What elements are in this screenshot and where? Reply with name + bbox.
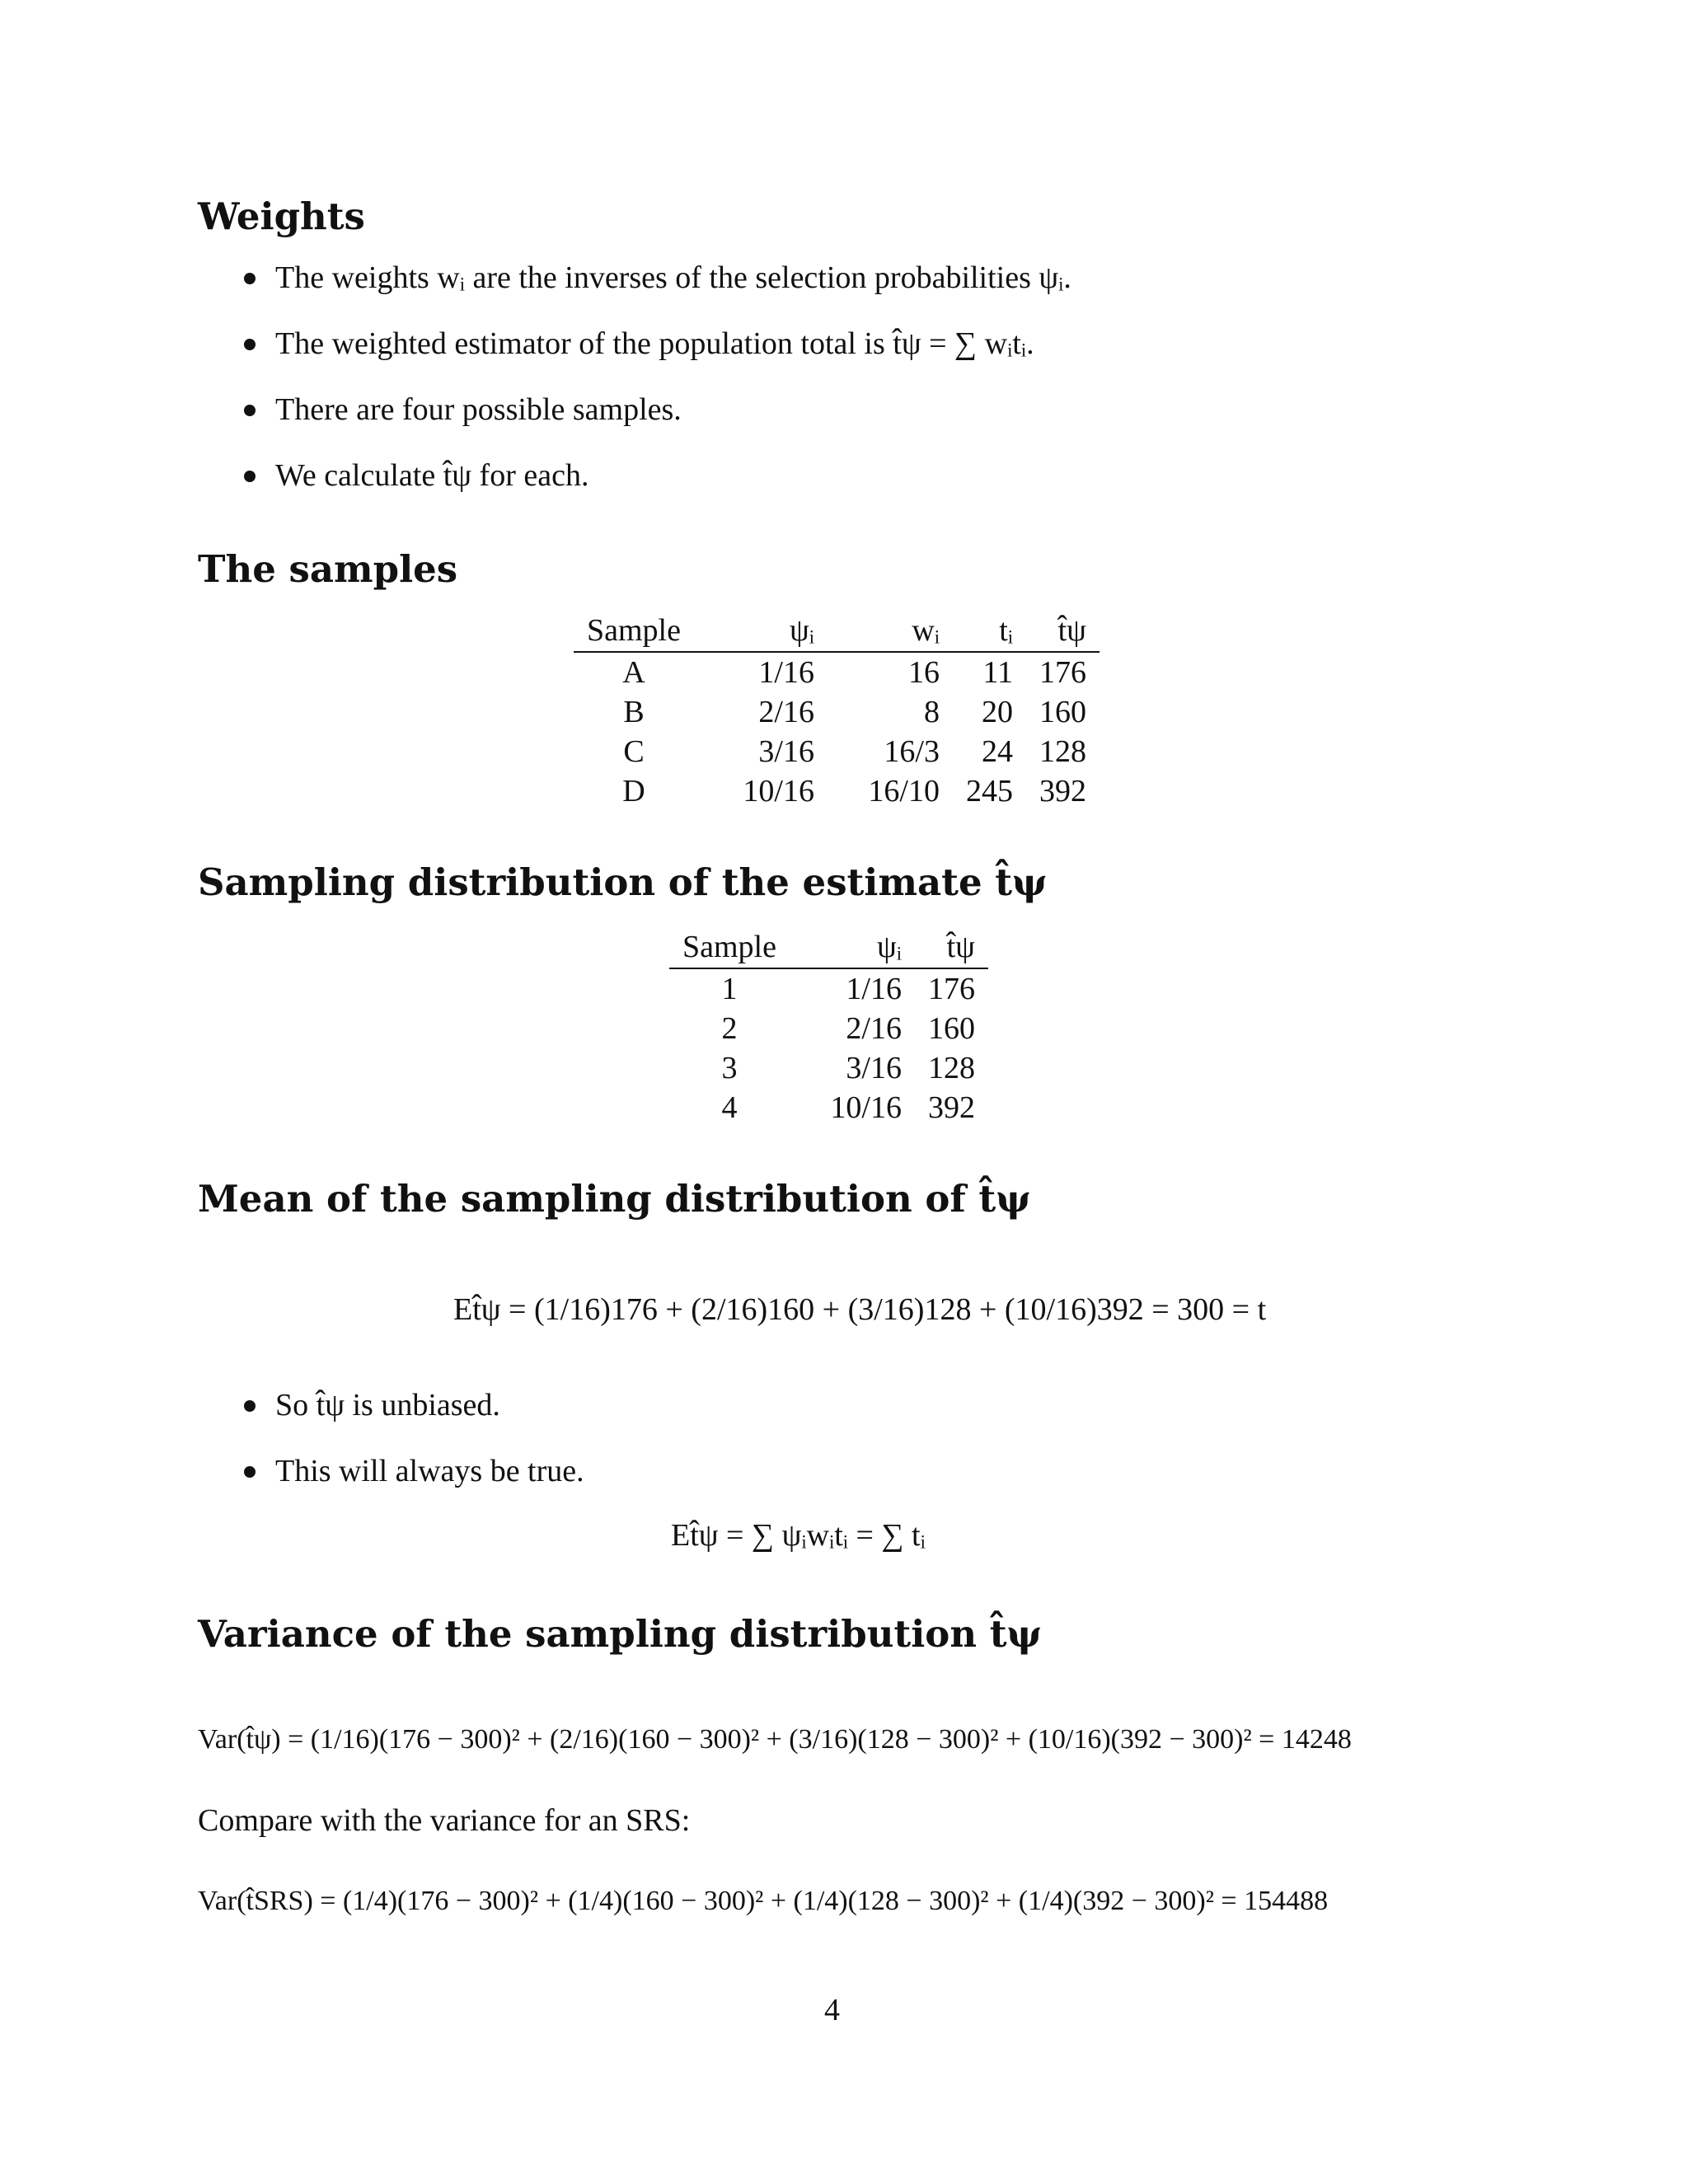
samples-table	[574, 613, 1100, 811]
table-cell: 3/16	[846, 1051, 902, 1085]
col-header-psi: ψᵢ	[790, 930, 915, 968]
table-cell: C	[623, 734, 645, 769]
table-cell: 1/16	[758, 655, 814, 690]
bullet-dot	[244, 1400, 256, 1412]
variance-psi-equation: Var(t̂ψ) = (1/16)(176 − 300)² + (2/16)(160 − 300)² + (3/16)(128 − 300)² + (10/16)(392 − 300)² = 14248	[198, 1724, 1352, 1755]
table-cell: A	[622, 655, 645, 690]
mean-equation: Et̂ψ = (1/16)176 + (2/16)160 + (3/16)128 + (10/16)392 = 300 = t	[453, 1292, 1267, 1327]
bullet-dot	[244, 471, 256, 482]
table-cell: 1	[721, 972, 738, 1006]
heading-weights: Weights	[198, 194, 365, 238]
table-cell: 10/16	[830, 1090, 902, 1125]
col-header-that: t̂ψ	[1026, 613, 1100, 652]
table-cell: 160	[1039, 695, 1086, 729]
table-cell: 160	[927, 1011, 975, 1046]
heading-sampling-distribution: Sampling distribution of the estimate t̂ψ	[198, 860, 1048, 904]
table-cell: 128	[1039, 734, 1086, 769]
table-row	[669, 1088, 988, 1127]
identity-equation: Et̂ψ = ∑ ψᵢwᵢtᵢ = ∑ tᵢ	[671, 1518, 926, 1553]
table-cell: 245	[965, 774, 1013, 808]
table-cell: D	[622, 774, 645, 808]
bullet-unbiased: So t̂ψ is unbiased.	[275, 1388, 500, 1422]
table-cell: 4	[721, 1090, 738, 1125]
bullet-weights-1: The weights wᵢ are the inverses of the selection probabilities ψᵢ.	[275, 260, 1071, 295]
col-header-t: tᵢ	[953, 613, 1026, 652]
compare-text: Compare with the variance for an SRS:	[198, 1803, 691, 1838]
table-cell: 128	[927, 1051, 975, 1085]
heading-samples: The samples	[198, 547, 458, 591]
table-cell: 1/16	[846, 972, 902, 1006]
bullet-dot	[244, 1466, 256, 1478]
bullet-dot	[244, 405, 256, 416]
bullet-weights-4: We calculate t̂ψ for each.	[275, 458, 589, 493]
table-cell: 20	[981, 695, 1013, 729]
table-row	[669, 968, 988, 1009]
table-cell: 392	[1039, 774, 1086, 808]
table-cell: 176	[1039, 655, 1086, 690]
table-row	[669, 1048, 988, 1088]
table-row	[669, 1009, 988, 1048]
table-cell: 16	[907, 655, 940, 690]
bullet-dot	[244, 339, 256, 350]
bullet-always-true: This will always be true.	[275, 1454, 584, 1488]
table-cell: 3	[721, 1051, 738, 1085]
variance-srs-equation: Var(t̂SRS) = (1/4)(176 − 300)² + (1/4)(160 − 300)² + (1/4)(128 − 300)² + (1/4)(392 − 300)² = 154488	[198, 1886, 1329, 1916]
table-cell: 3/16	[758, 734, 814, 769]
table-cell: 16/3	[884, 734, 940, 769]
table-cell: B	[623, 695, 645, 729]
table-cell: 16/10	[868, 774, 940, 808]
table-cell: 2/16	[846, 1011, 902, 1046]
table-cell: 11	[982, 655, 1013, 690]
bullet-dot	[244, 273, 256, 284]
table-cell: 176	[927, 972, 975, 1006]
col-header-that: t̂ψ	[915, 930, 988, 968]
col-header-w: wᵢ	[828, 613, 953, 652]
table-row	[574, 771, 1100, 811]
table-cell: 10/16	[743, 774, 814, 808]
sampling-distribution-table	[669, 930, 988, 1127]
table-row	[574, 732, 1100, 771]
col-header-psi: ψᵢ	[694, 613, 828, 652]
page-number: 4	[824, 1993, 840, 2027]
table-row	[574, 692, 1100, 732]
samples-table-header-row	[574, 613, 1100, 652]
col-header-sample: Sample	[669, 930, 790, 968]
table-row	[574, 652, 1100, 692]
table-cell: 2/16	[758, 695, 814, 729]
table-cell: 392	[927, 1090, 975, 1125]
sampling-table-header-row	[669, 930, 988, 968]
heading-variance: Variance of the sampling distribution t̂ψ	[198, 1612, 1042, 1656]
bullet-weights-3: There are four possible samples.	[275, 392, 682, 427]
bullet-weights-2: The weighted estimator of the population total is t̂ψ = ∑ wᵢtᵢ.	[275, 326, 1034, 361]
col-header-sample: Sample	[574, 613, 694, 652]
heading-mean: Mean of the sampling distribution of t̂ψ	[198, 1177, 1031, 1221]
table-cell: 8	[923, 695, 940, 729]
table-cell: 24	[981, 734, 1013, 769]
table-cell: 2	[721, 1011, 738, 1046]
